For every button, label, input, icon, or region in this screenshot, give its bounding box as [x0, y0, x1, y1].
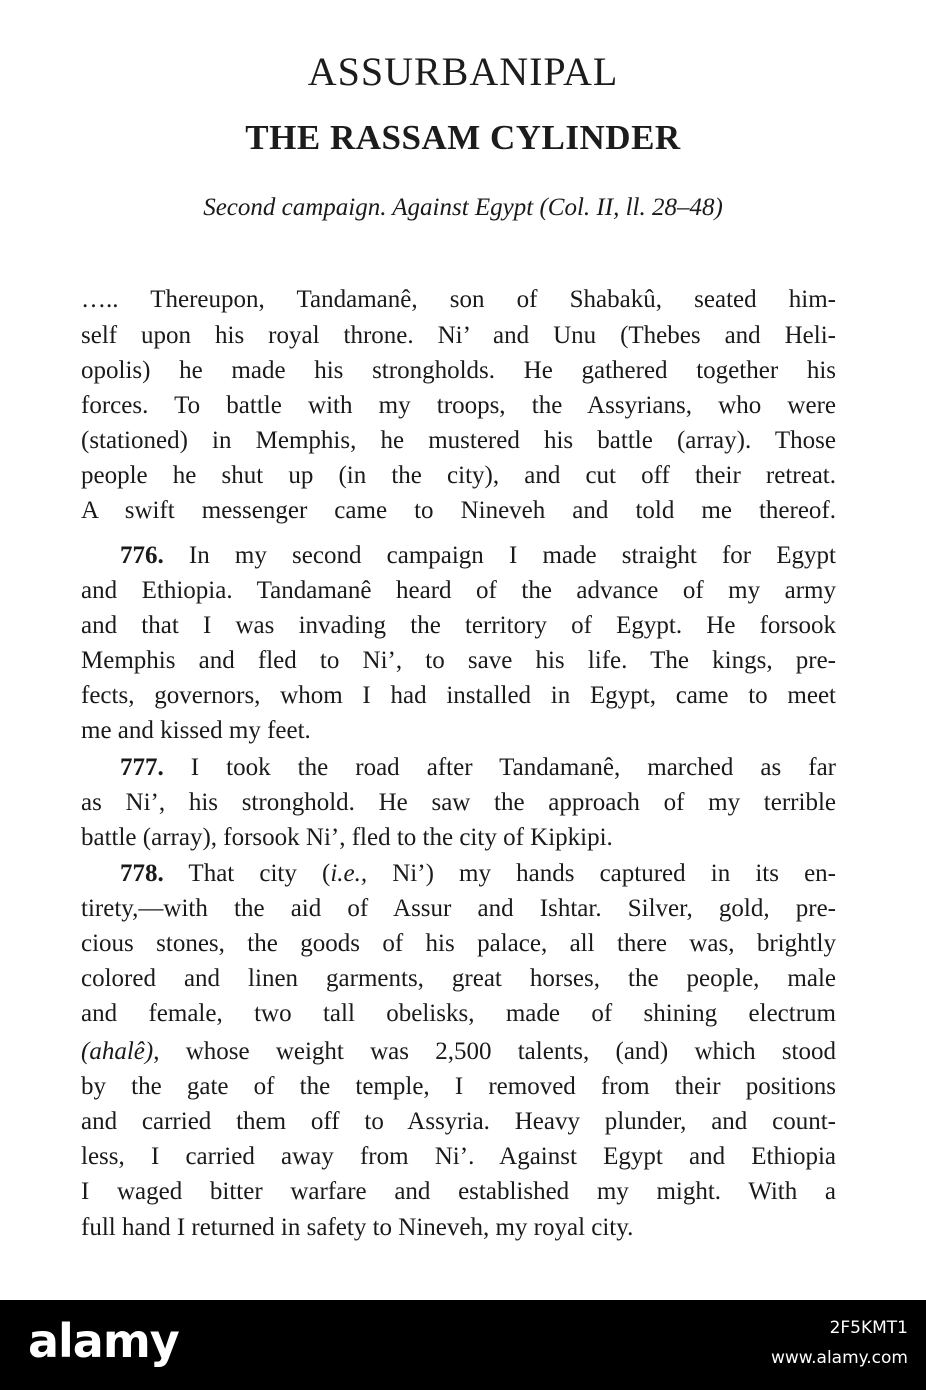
text-line: full hand I returned in safety to Nineveh, my royal city. — [81, 1214, 634, 1241]
text-line: and that I was invading the territory of Egypt. He forsook — [81, 612, 836, 639]
text-span-italic: (ahalê) — [81, 1038, 154, 1065]
text-line: battle (array), forsook Ni’, fled to the city of Kipkipi. — [81, 824, 613, 851]
paragraph-776-first-line — [120, 540, 836, 572]
text-span: , whose weight was 2,500 talents, (and) which stood — [153, 1038, 836, 1065]
text-line: ….. Thereupon, Tandamanê, son of Shabakû, seated him- — [81, 286, 836, 313]
paragraph-777-first-line — [120, 752, 836, 784]
text-line: as Ni’, his stronghold. He saw the approach of my terrible — [81, 789, 836, 816]
text-span: That city ( — [163, 860, 331, 887]
text-line: I waged bitter warfare and established my might. With a — [81, 1178, 836, 1205]
text-line: (stationed) in Memphis, he mustered his battle (array). Those — [81, 427, 836, 454]
text-line: and female, two tall obelisks, made of shining electrum — [81, 1000, 836, 1027]
section-heading: Second campaign. Against Egypt (Col. II, ll. 28–48) — [203, 194, 723, 221]
text-line: colored and linen garments, great horses, the people, male — [81, 965, 836, 992]
page-subtitle: THE RASSAM CYLINDER — [245, 118, 681, 157]
text-line: less, I carried away from Ni’. Against Egypt and Ethiopia — [81, 1143, 836, 1170]
paragraph-778-first-line — [120, 858, 836, 890]
text-span: I took the road after Tandamanê, marched as far — [163, 754, 836, 781]
text-line: people he shut up (in the city), and cut off their retreat. — [81, 462, 836, 489]
text-line: forces. To battle with my troops, the Assyrians, who were — [81, 392, 836, 419]
paragraph-number: 778. — [120, 860, 164, 887]
text-line: cious stones, the goods of his palace, all there was, brightly — [81, 930, 836, 957]
text-line: me and kissed my feet. — [81, 717, 311, 744]
text-line — [81, 1036, 836, 1068]
text-span: Ni’) my hands captured in its en- — [367, 860, 837, 887]
brand-logo: alamy — [28, 1314, 179, 1368]
image-id: 2F5KMT1 — [829, 1318, 908, 1338]
text-line: A swift messenger came to Nineveh and told me thereof. — [81, 497, 836, 524]
text-span-italic: i.e., — [330, 860, 368, 887]
text-line: self upon his royal throne. Ni’ and Unu (Thebes and Heli- — [81, 322, 836, 349]
text-line: tirety,—with the aid of Assur and Ishtar. Silver, gold, pre- — [81, 895, 836, 922]
text-span: In my second campaign I made straight for Egypt — [163, 542, 836, 569]
site-url: www.alamy.com — [770, 1348, 908, 1368]
text-line: fects, governors, whom I had installed in Egypt, came to meet — [81, 682, 836, 709]
page-title: ASSURBANIPAL — [307, 49, 619, 94]
text-line: by the gate of the temple, I removed from their positions — [81, 1073, 836, 1100]
text-line: and Ethiopia. Tandamanê heard of the advance of my army — [81, 577, 836, 604]
paragraph-number: 777. — [120, 754, 164, 781]
text-line: opolis) he made his strongholds. He gathered together his — [81, 357, 836, 384]
text-line: Memphis and fled to Ni’, to save his life. The kings, pre- — [81, 647, 836, 674]
paragraph-number: 776. — [120, 542, 164, 569]
text-line: and carried them off to Assyria. Heavy plunder, and count- — [81, 1108, 836, 1135]
watermark-bar — [0, 1300, 926, 1390]
